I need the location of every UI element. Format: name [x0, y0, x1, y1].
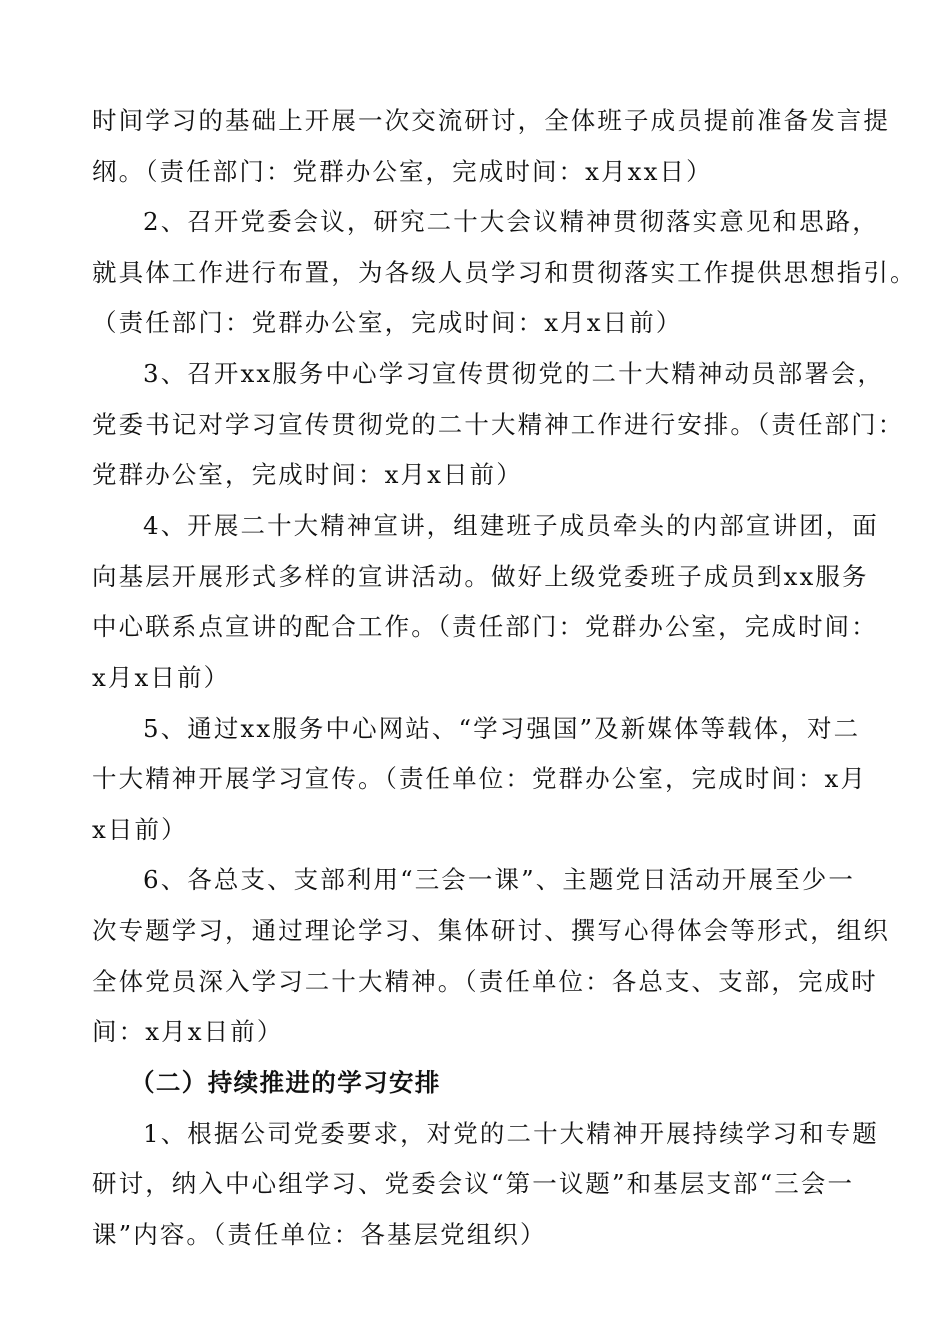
- text-line: 十大精神开展学习宣传。（责任单位：党群办公室，完成时间：x月: [92, 764, 868, 793]
- text-line: 次专题学习，通过理论学习、集体研讨、撰写心得体会等形式，组织: [92, 916, 890, 945]
- text-line: 间：x月x日前）: [92, 1017, 284, 1046]
- text-line: 研讨，纳入中心组学习、党委会议“第一议题”和基层支部“三会一: [92, 1169, 855, 1198]
- text-line: 6、各总支、支部利用“三会一课”、主题党日活动开展至少一: [143, 865, 855, 894]
- text-line: 党群办公室，完成时间：x月x日前）: [92, 460, 523, 489]
- text-line: 党委书记对学习宣传贯彻党的二十大精神工作进行安排。（责任部门：: [92, 410, 905, 439]
- section-heading: （二）持续推进的学习安排: [130, 1068, 441, 1097]
- text-line: x月x日前）: [92, 663, 231, 692]
- text-line: 3、召开xx服务中心学习宣传贯彻党的二十大精神动员部署会，: [143, 359, 885, 388]
- text-line: 时间学习的基础上开展一次交流研讨，全体班子成员提前准备发言提: [92, 106, 890, 135]
- text-line: （责任部门：党群办公室，完成时间：x月x日前）: [92, 308, 683, 337]
- text-line: 2、召开党委会议，研究二十大会议精神贯彻落实意见和思路，: [143, 207, 879, 236]
- text-line: 中心联系点宣讲的配合工作。（责任部门：党群办公室，完成时间：: [92, 612, 878, 641]
- text-line: 全体党员深入学习二十大精神。（责任单位：各总支、支部，完成时: [92, 967, 878, 996]
- text-line: 纲。（责任部门：党群办公室，完成时间：x月xx日）: [92, 157, 713, 186]
- text-line: 1、根据公司党委要求，对党的二十大精神开展持续学习和专题: [143, 1119, 879, 1148]
- text-line: 5、通过xx服务中心网站、“学习强国”及新媒体等载体，对二: [143, 714, 861, 743]
- text-line: 向基层开展形式多样的宣讲活动。做好上级党委班子成员到xx服务: [92, 562, 869, 591]
- text-line: 课”内容。（责任单位：各基层党组织）: [92, 1220, 547, 1249]
- text-line: x日前）: [92, 815, 188, 844]
- text-line: 就具体工作进行布置，为各级人员学习和贯彻落实工作提供思想指引。: [92, 258, 917, 287]
- text-line: 4、开展二十大精神宣讲，组建班子成员牵头的内部宣讲团，面: [143, 511, 879, 540]
